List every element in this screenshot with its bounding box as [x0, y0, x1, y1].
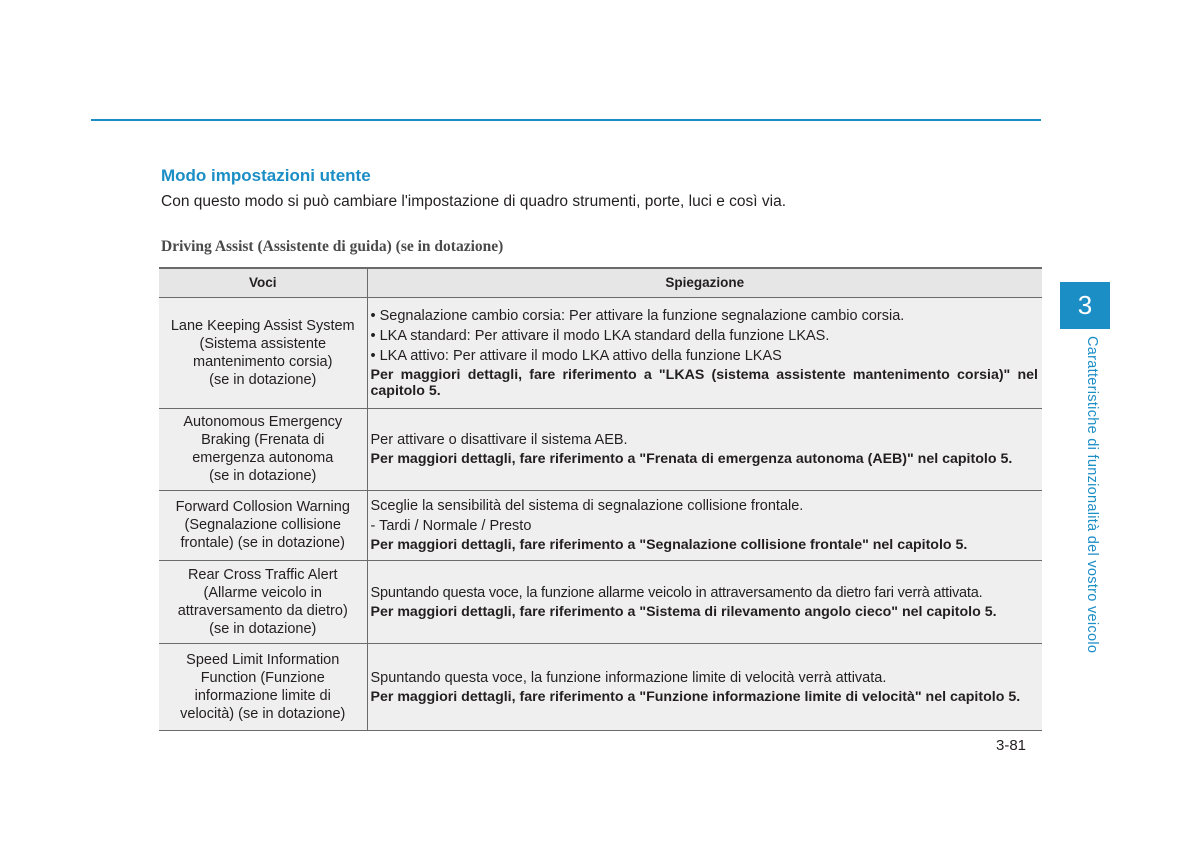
table-row — [159, 560, 1042, 643]
item-cell — [159, 643, 367, 730]
top-rule — [91, 119, 1041, 121]
table-row — [159, 408, 1042, 490]
item-line: Function (Funzione — [200, 669, 325, 686]
explanation-line: • LKA standard: Per attivare il modo LKA standard della funzione LKAS. — [370, 328, 830, 344]
explanation-line: Spuntando questa voce, la funzione informazione limite di velocità verrà attivata. — [370, 669, 887, 686]
item-cell — [159, 297, 367, 408]
explanation-line: • Segnalazione cambio corsia: Per attivare la funzione segnalazione cambio corsia. — [370, 308, 905, 324]
item-line: Speed Limit Information — [186, 651, 340, 668]
explanation-cell — [367, 560, 1042, 643]
item-line: frontale) (se in dotazione) — [180, 535, 345, 551]
explanation-line: • LKA attivo: Per attivare il modo LKA attivo della funzione LKAS — [370, 348, 782, 364]
explanation-line: Per attivare o disattivare il sistema AEB. — [370, 432, 628, 449]
item-cell — [159, 490, 367, 560]
table-row — [159, 643, 1042, 730]
chapter-tab: 3 — [1060, 282, 1110, 329]
reference-note: Per maggiori dettagli, fare riferimento a "Segnalazione collisione frontale" nel capitolo 5. — [370, 537, 968, 554]
table-header-row — [159, 268, 1042, 297]
item-line: Autonomous Emergency — [183, 414, 343, 430]
explanation-line: - Tardi / Normale / Presto — [370, 518, 532, 535]
header-spiegazione: Spiegazione — [367, 268, 1042, 297]
item-line: emergenza autonoma — [192, 450, 334, 466]
item-line: mantenimento corsia) — [193, 353, 333, 370]
reference-note: Per maggiori dettagli, fare riferimento a "Funzione informazione limite di velocità" nel capitolo 5. — [370, 688, 1021, 705]
chapter-title-vertical: Caratteristiche di funzionalità del vostro veicolo — [1084, 336, 1100, 654]
explanation-cell — [367, 643, 1042, 730]
explanation-line: Spuntando questa voce, la funzione allarme veicolo in attraversamento da dietro fari verrà attivata. — [370, 584, 983, 601]
item-line: (Allarme veicolo in — [203, 584, 322, 601]
item-line: (se in dotazione) — [209, 620, 317, 637]
header-voci: Voci — [159, 268, 367, 297]
item-line: informazione limite di — [194, 687, 331, 704]
reference-note: Per maggiori dettagli, fare riferimento a "Sistema di rilevamento angolo cieco" nel capitolo 5. — [370, 603, 997, 620]
item-line: Lane Keeping Assist System — [170, 317, 355, 334]
page-number: 3-81 — [996, 737, 1027, 754]
item-line: velocità) (se in dotazione) — [180, 705, 346, 722]
reference-note: Per maggiori dettagli, fare riferimento a "Frenata di emergenza autonoma (AEB)" nel capitolo 5. — [370, 451, 1013, 468]
explanation-cell — [367, 408, 1042, 490]
item-cell — [159, 408, 367, 490]
item-line: (Segnalazione collisione — [184, 517, 341, 533]
intro-paragraph: Con questo modo si può cambiare l'impostazione di quadro strumenti, porte, luci e così via. — [161, 193, 787, 210]
item-line: Forward Collosion Warning — [175, 499, 350, 515]
item-line: attraversamento da dietro) — [177, 602, 348, 619]
item-line: (Sistema assistente — [199, 335, 327, 352]
explanation-line: Sceglie la sensibilità del sistema di segnalazione collisione frontale. — [370, 498, 804, 515]
settings-table — [159, 267, 1042, 731]
item-line: (se in dotazione) — [209, 468, 317, 484]
explanation-cell — [367, 297, 1042, 408]
explanation-cell — [367, 490, 1042, 560]
section-title: Modo impostazioni utente — [161, 166, 371, 185]
item-line: Rear Cross Traffic Alert — [187, 566, 338, 583]
item-cell — [159, 560, 367, 643]
table-row — [159, 297, 1042, 408]
item-line: Braking (Frenata di — [201, 432, 325, 448]
table-caption: Driving Assist (Assistente di guida) (se in dotazione) — [161, 238, 504, 255]
reference-note: Per maggiori dettagli, fare riferimento a "LKAS (sistema assistente mantenimento corsia)" nel capitolo 5. — [370, 367, 1038, 399]
item-line: (se in dotazione) — [209, 371, 317, 388]
table-row — [159, 490, 1042, 560]
